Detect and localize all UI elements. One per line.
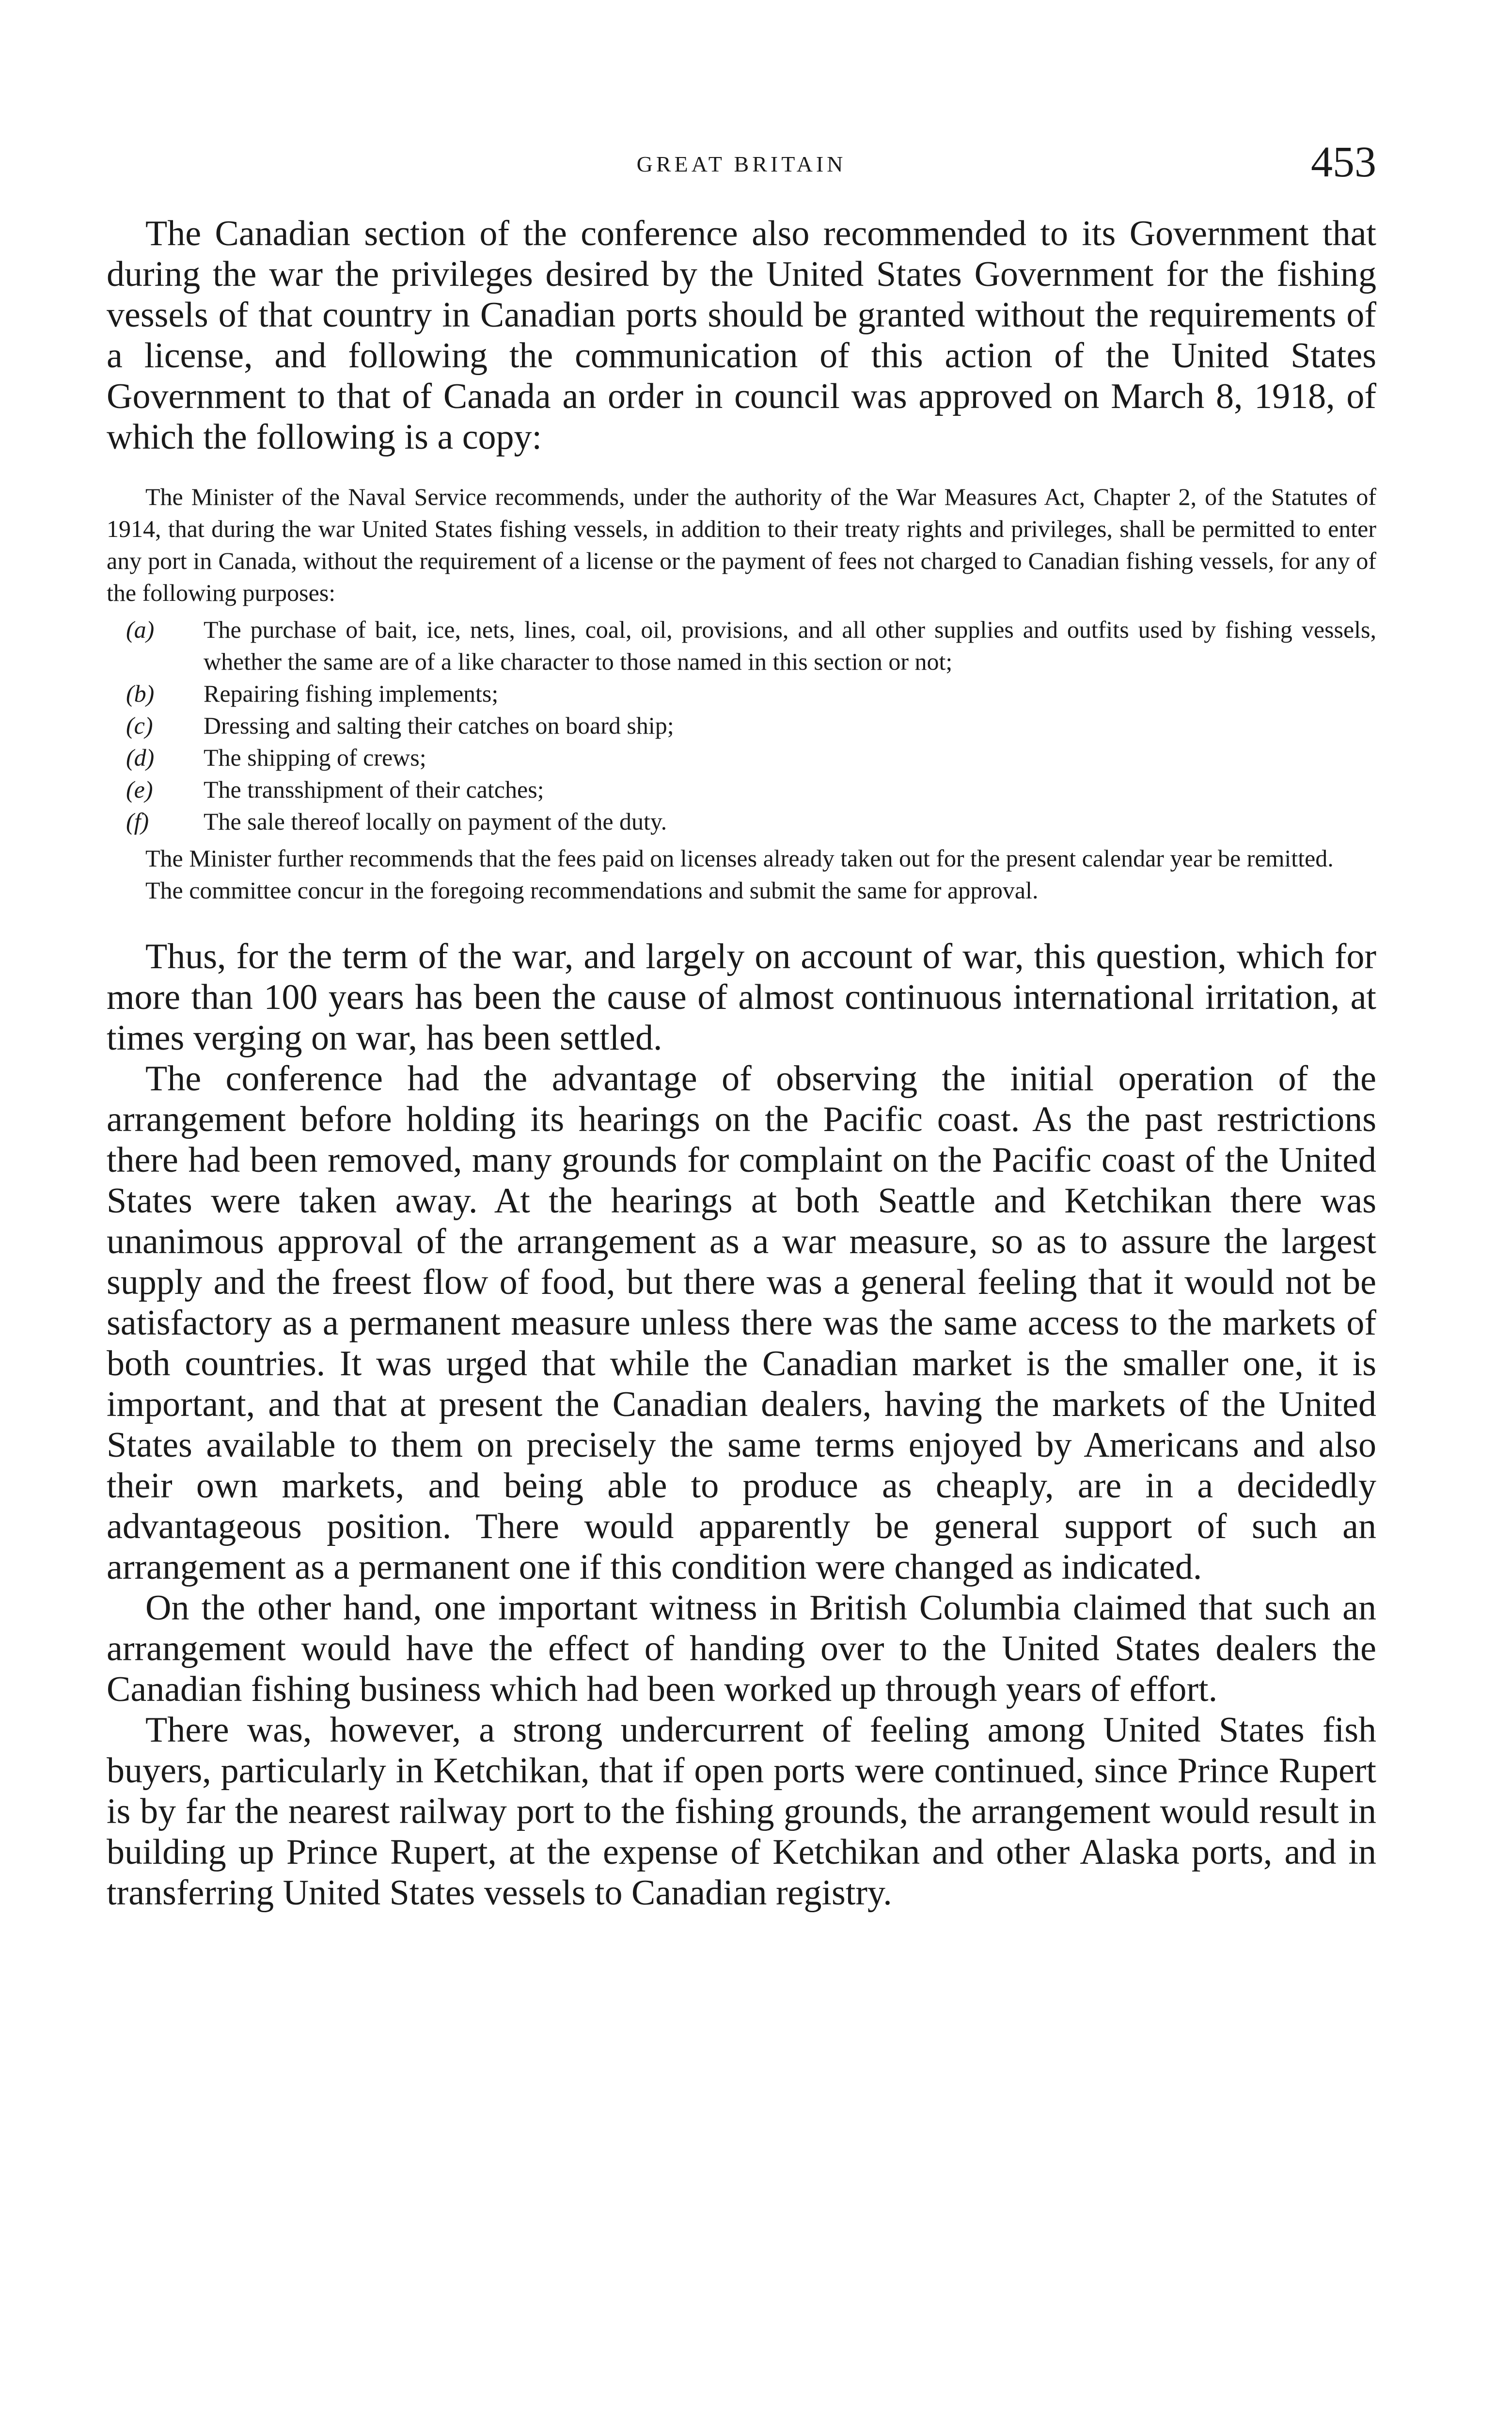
paragraph-conference: The conference had the advantage of observing the initial operation of the arrangement before holding its hearings on the Pacific coast. As the past restrictions there had been removed, many grounds for complaint on the Pacific coast of the United States were taken away. At the hearings at both Seattle and Ketchikan there was unanimous approval of the arrangement as a war measure, so as to assure the largest supply and the freest flow of food, but there was a general feeling that it would not be satisfactory as a permanent measure unless there was the same access to the markets of both countries. It was urged that while the Canadian market is the smaller one, it is important, and that at present the Canadian dealers, having the markets of the United States available to them on precisely the same terms enjoyed by Americans and also their own markets, and being able to produce as cheaply, are in a decidedly advantageous position. There would apparently be general support of such an arrangement as a permanent one if this condition were changed as indicated. [107,1059,1376,1587]
running-title: GREAT BRITAIN [636,152,847,176]
list-item-text: Repairing fishing implements; [204,680,499,707]
order-in-council-quote [107,481,1376,906]
quote-recommendation: The Minister of the Naval Service recommends, under the authority of the War Measures Act, Chapter 2, of the Statutes of 1914, that during the war United States fishing vessels, in addition to their treaty rights and privileges, shall be permitted to enter any port in Canada, without the requirement of a license or the payment of fees not charged to Canadian fishing vessels, for any of the following purposes: [107,483,1376,606]
paragraph-intro: The Canadian section of the conference also recommended to its Government that during the war the privileges desired by the United States Government for the fishing vessels of that country in Canadian ports should be granted without the requirements of a license, and following the communication of this action of the United States Government to that of Canada an order in council was approved on March 8, 1918, of which the following is a copy: [107,214,1376,457]
running-header [107,138,1376,194]
list-item-text: Dressing and salting their catches on board ship; [204,712,674,739]
list-item-label: (f) [126,808,149,835]
quote-committee-concur: The committee concur in the foregoing recommendations and submit the same for approval. [145,877,1039,904]
list-item-text: The shipping of crews; [204,744,426,771]
list-item-text: The transshipment of their catches; [204,776,544,803]
list-item [126,614,1376,677]
document-page [107,138,1376,1913]
paragraph-other-hand: On the other hand, one important witness in British Columbia claimed that such an arrangement would have the effect of handing over to the United States dealers the Canadian fishing business which had been worked up through years of effort. [107,1588,1376,1709]
list-item [126,805,1376,837]
list-item-label: (b) [126,680,155,707]
purposes-list [107,614,1376,837]
paragraph-thus: Thus, for the term of the war, and largely on account of war, this question, which for more than 100 years has been the cause of almost continuous international irritation, at times verging on war, has been settled. [107,937,1376,1058]
list-item-text: The sale thereof locally on payment of the duty. [204,808,667,835]
quote-further-recommendation: The Minister further recommends that the fees paid on licenses already taken out for the present calendar year be remitted. [145,845,1334,872]
list-item-label: (e) [126,776,153,803]
list-item [126,773,1376,805]
list-item-label: (d) [126,744,155,771]
list-item [126,709,1376,741]
list-item-text: The purchase of bait, ice, nets, lines, coal, oil, provisions, and all other supplies and outfits used by fishing vessels, whether the same are of a like character to those named in this section or not; [204,616,1376,675]
list-item [126,677,1376,709]
list-item [126,741,1376,773]
list-item-label: (a) [126,616,155,643]
page-number: 453 [1311,138,1376,186]
list-item-label: (c) [126,712,153,739]
paragraph-undercurrent: There was, however, a strong undercurrent of feeling among United States fish buyers, particularly in Ketchikan, that if open ports were continued, since Prince Rupert is by far the nearest railway port to the fishing grounds, the arrangement would result in building up Prince Rupert, at the expense of Ketchikan and other Alaska ports, and in transferring United States vessels to Canadian registry. [107,1710,1376,1913]
